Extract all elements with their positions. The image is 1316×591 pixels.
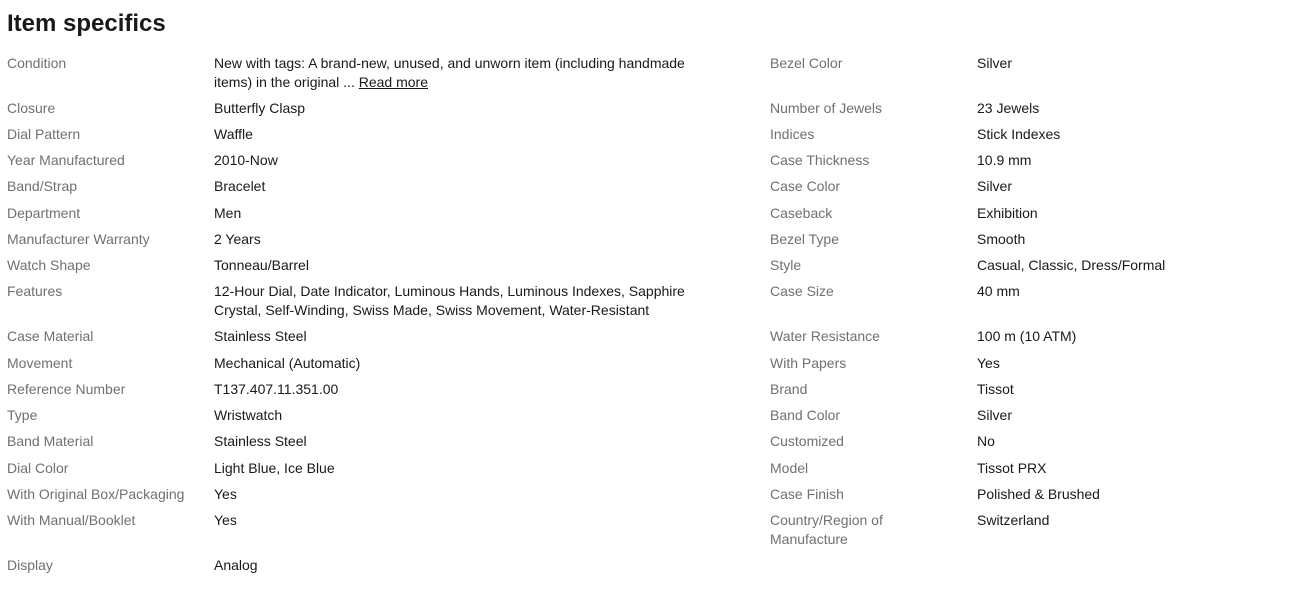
spec-label: With Papers [770, 355, 847, 371]
spec-label: Dial Color [7, 460, 69, 476]
spec-label: Watch Shape [7, 257, 91, 273]
spec-label: Caseback [770, 205, 833, 221]
spec-label: Case Material [7, 328, 94, 344]
spec-value: Tonneau/Barrel [214, 257, 309, 273]
spec-label: Model [770, 460, 809, 476]
spec-value: T137.407.11.351.00 [214, 381, 339, 397]
spec-value: Bracelet [214, 178, 266, 194]
spec-value: 2 Years [214, 231, 261, 247]
spec-label: Year Manufactured [7, 152, 125, 168]
spec-label: Movement [7, 355, 73, 371]
spec-label: Band/Strap [7, 178, 78, 194]
read-more-link[interactable]: Read more [358, 74, 428, 90]
spec-value: No [977, 433, 995, 449]
spec-value: Tissot [977, 381, 1014, 397]
spec-label: Indices [770, 126, 815, 142]
spec-value: Silver [977, 407, 1013, 423]
spec-value: Silver [977, 178, 1013, 194]
spec-value: Tissot PRX [977, 460, 1047, 476]
spec-label: With Manual/Booklet [7, 512, 136, 528]
spec-value: Waffle [214, 126, 253, 142]
spec-value: Yes [977, 355, 1000, 371]
spec-label: Brand [770, 381, 808, 397]
spec-value: Analog [214, 557, 258, 573]
spec-value: Wristwatch [214, 407, 283, 423]
spec-value: Stainless Steel [214, 328, 307, 344]
spec-value: Polished & Brushed [977, 486, 1100, 502]
spec-label: Manufacturer Warranty [7, 231, 150, 247]
spec-label: Bezel Color [770, 55, 843, 71]
spec-label: Band Material [7, 433, 94, 449]
spec-label: Display [7, 557, 53, 573]
spec-value [214, 54, 694, 92]
spec-value: Light Blue, Ice Blue [214, 460, 335, 476]
spec-value: Exhibition [977, 205, 1038, 221]
spec-value: 40 mm [977, 283, 1020, 299]
spec-label: Condition [7, 55, 67, 71]
spec-label: Case Finish [770, 486, 844, 502]
spec-label: Type [7, 407, 38, 423]
section-title: Item specifics [7, 10, 166, 37]
spec-label: Country/Region of Manufacture [770, 512, 883, 547]
spec-value: Stainless Steel [214, 433, 307, 449]
spec-value: 100 m (10 ATM) [977, 328, 1077, 344]
spec-label: Dial Pattern [7, 126, 81, 142]
spec-label: Case Color [770, 178, 841, 194]
spec-value: 12-Hour Dial, Date Indicator, Luminous Hands, Luminous Indexes, Sapphire Crystal, Self-Winding, Swiss Made, Swiss Movement, Water-Resistant [214, 283, 685, 318]
spec-value: 10.9 mm [977, 152, 1032, 168]
condition-text: New with tags: A brand-new, unused, and unworn item (including handmade items) in the original ... [214, 55, 685, 90]
spec-value: 23 Jewels [977, 100, 1040, 116]
spec-label: Case Size [770, 283, 834, 299]
spec-label: Department [7, 205, 81, 221]
spec-label: With Original Box/Packaging [7, 486, 185, 502]
spec-label: Features [7, 283, 63, 299]
spec-value: Men [214, 205, 242, 221]
spec-value: Yes [214, 512, 237, 528]
spec-value: 2010-Now [214, 152, 278, 168]
spec-value: Butterfly Clasp [214, 100, 306, 116]
spec-label: Reference Number [7, 381, 126, 397]
spec-value: Mechanical (Automatic) [214, 355, 361, 371]
spec-label: Closure [7, 100, 56, 116]
spec-label: Style [770, 257, 802, 273]
spec-label: Customized [770, 433, 844, 449]
spec-value: Smooth [977, 231, 1026, 247]
spec-label: Bezel Type [770, 231, 840, 247]
spec-value: Casual, Classic, Dress/Formal [977, 257, 1166, 273]
spec-value: Silver [977, 55, 1013, 71]
spec-label: Number of Jewels [770, 100, 883, 116]
spec-label: Case Thickness [770, 152, 870, 168]
spec-value: Yes [214, 486, 237, 502]
spec-value: Switzerland [977, 512, 1050, 528]
spec-value: Stick Indexes [977, 126, 1061, 142]
spec-label: Water Resistance [770, 328, 880, 344]
spec-label: Band Color [770, 407, 841, 423]
